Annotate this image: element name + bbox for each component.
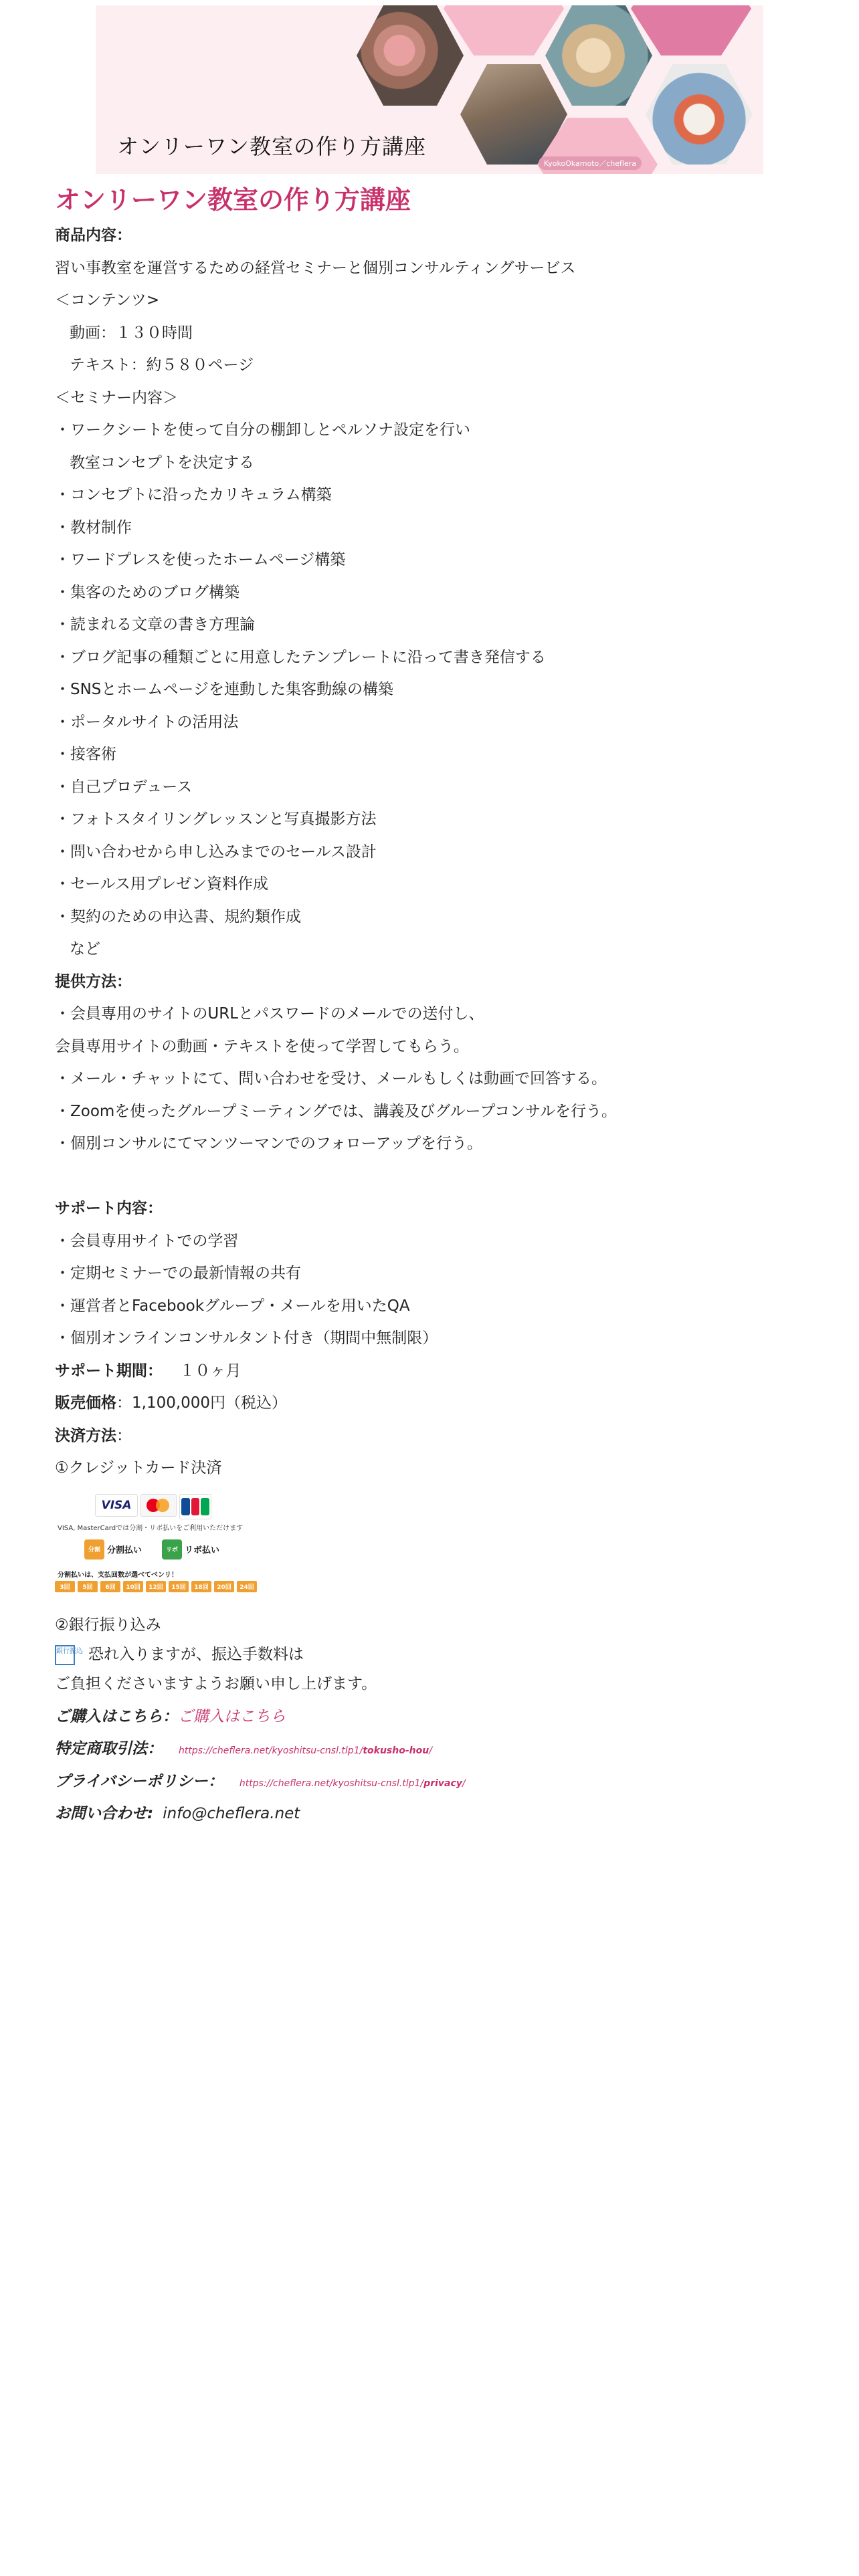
credit-card-image bbox=[55, 1485, 269, 1605]
installment-counts bbox=[55, 1581, 257, 1592]
purchase-label: ご購入はこちら： bbox=[55, 1707, 178, 1725]
jcb-logo bbox=[179, 1494, 211, 1519]
support-item: ・定期セミナーでの最新情報の共有 bbox=[55, 1265, 301, 1282]
delivery-label: 提供方法： bbox=[55, 972, 132, 990]
purchase-row bbox=[55, 1701, 804, 1733]
seminar-item: など bbox=[70, 940, 100, 958]
bank-note-2: ご負担くださいますようお願い申し上げます。 bbox=[55, 1675, 377, 1693]
privacy-row bbox=[55, 1765, 804, 1798]
installment-count-note: 分割払いは、支払回数が選べてベンリ！ bbox=[58, 1571, 178, 1579]
support-period-value: １０ヶ月 bbox=[179, 1362, 242, 1380]
price-label: 販売価格 bbox=[55, 1394, 116, 1412]
count-chip: 10回 bbox=[123, 1581, 143, 1592]
support-item: ・運営者とFacebookグループ・メールを用いたQA bbox=[55, 1297, 410, 1315]
payment-row bbox=[55, 1420, 804, 1453]
cookware-photo bbox=[646, 64, 753, 165]
installment-icon: 分割 bbox=[84, 1539, 104, 1560]
seminar-item: ・契約のための申込書、規約類作成 bbox=[55, 907, 301, 926]
privacy-link[interactable] bbox=[240, 1778, 466, 1789]
seminar-item: ・セールス用プレゼン資料作成 bbox=[55, 875, 269, 893]
pink-hexagon bbox=[444, 5, 564, 56]
seminar-item: ・接客術 bbox=[55, 746, 116, 763]
spacer bbox=[55, 1160, 804, 1193]
contact-row bbox=[55, 1798, 804, 1830]
count-chip: 20回 bbox=[214, 1581, 234, 1592]
seminar-item: 教室コンセプトを決定する bbox=[70, 453, 254, 471]
seminar-item: ・問い合わせから申し込みまでのセールス設計 bbox=[55, 843, 377, 861]
installment-badge bbox=[84, 1539, 142, 1560]
seminar-item: ・ワードプレスを使ったホームページ構築 bbox=[55, 551, 346, 568]
privacy-url-prefix: https://cheflera.net/kyoshitsu-cnsl.tlp1/ bbox=[239, 1778, 424, 1789]
count-chip: 6回 bbox=[100, 1581, 120, 1592]
seminar-item: ・SNSとホームページを連動した集客動線の構築 bbox=[55, 681, 393, 698]
tokusho-url-bold: tokusho-hou bbox=[363, 1745, 430, 1756]
seminar-item: ・ワークシートを使って自分の棚卸しとペルソナ設定を行い bbox=[55, 421, 470, 439]
count-chip: 3回 bbox=[55, 1581, 75, 1592]
seminar-item: ・ポータルサイトの活用法 bbox=[55, 713, 239, 731]
tokusho-label: 特定商取引法： bbox=[55, 1740, 163, 1757]
visa-logo: VISA bbox=[95, 1494, 138, 1517]
revolving-icon: リボ bbox=[162, 1539, 182, 1560]
seminar-item: ・読まれる文章の書き方理論 bbox=[55, 616, 255, 633]
mastercard-logo bbox=[140, 1494, 177, 1517]
support-period-label: サポート期間： bbox=[55, 1362, 163, 1380]
product-description: 習い事教室を運営するための経営セミナーと個別コンサルティングサービス bbox=[55, 259, 576, 277]
contact-email[interactable]: info@cheflera.net bbox=[163, 1805, 300, 1822]
support-period bbox=[55, 1355, 804, 1388]
seminar-item: ・フォトスタイリングレッスンと写真撮影方法 bbox=[55, 811, 377, 828]
count-chip: 24回 bbox=[237, 1581, 257, 1592]
count-chip: 5回 bbox=[78, 1581, 98, 1592]
purchase-link[interactable]: ご購入はこちら bbox=[178, 1707, 286, 1725]
count-chip: 18回 bbox=[191, 1581, 211, 1592]
support-label: サポート内容： bbox=[55, 1200, 163, 1217]
seminar-item: ・集客のためのブログ構築 bbox=[55, 583, 240, 601]
privacy-url-bold: privacy bbox=[423, 1778, 462, 1789]
header-banner bbox=[96, 5, 763, 174]
support-item: ・会員専用サイトでの学習 bbox=[55, 1232, 239, 1250]
revolving-badge bbox=[162, 1539, 219, 1560]
delivery-item: ・会員専用のサイトのURLとパスワードのメールでの送付し、 bbox=[55, 1005, 484, 1023]
count-chip: 12回 bbox=[146, 1581, 166, 1592]
flowers-photo bbox=[357, 5, 464, 106]
support-item: ・個別オンラインコンサルタント付き（期間中無制限） bbox=[55, 1329, 438, 1347]
seminar-header: ＜セミナー内容＞ bbox=[55, 389, 178, 407]
tokusho-row bbox=[55, 1733, 804, 1765]
delivery-item: ・個別コンサルにてマンツーマンでのフォローアップを行う。 bbox=[55, 1135, 482, 1152]
payment-label-suffix: ： bbox=[116, 1426, 132, 1444]
main-content bbox=[55, 181, 804, 1830]
rose-hexagon bbox=[631, 5, 751, 56]
privacy-label: プライバシーポリシー： bbox=[55, 1772, 223, 1790]
bagels-photo bbox=[545, 5, 652, 106]
delivery-item: 会員専用サイトの動画・テキストを使って学習してもらう。 bbox=[55, 1037, 469, 1055]
page-title: オンリーワン教室の作り方講座 bbox=[55, 185, 411, 215]
contents-header: ＜コンテンツ> bbox=[55, 292, 160, 309]
bank-transfer-icon: 銀行振込 bbox=[55, 1645, 75, 1665]
count-chip: 15回 bbox=[169, 1581, 189, 1592]
seminar-item: ・教材制作 bbox=[55, 518, 132, 536]
banner-title: オンリーワン教室の作り方講座 bbox=[117, 134, 427, 159]
bank-transfer-label: ②銀行振り込み bbox=[55, 1616, 161, 1634]
privacy-url-suffix: / bbox=[462, 1778, 466, 1789]
contents-item: 動画：１３０時間 bbox=[70, 324, 193, 342]
delivery-item: ・メール・チャットにて、問い合わせを受け、メールもしくは動画で回答する。 bbox=[55, 1070, 607, 1087]
tokusho-link[interactable] bbox=[179, 1745, 432, 1756]
contents-item: テキスト：約５８０ページ bbox=[70, 356, 254, 374]
seminar-item: ・ブログ記事の種類ごとに用意したテンプレートに沿って書き発信する bbox=[55, 648, 546, 666]
revolving-label: リボ払い bbox=[185, 1545, 220, 1555]
banner-credit: KyokoOkamoto／cheflera bbox=[539, 156, 642, 170]
seminar-item: ・コンセプトに沿ったカリキュラム構築 bbox=[55, 486, 332, 504]
delivery-item: ・Zoomを使ったグループミーティングでは、講義及びグループコンサルを行う。 bbox=[55, 1102, 617, 1120]
price-row bbox=[55, 1387, 804, 1420]
credit-card-label: ①クレジットカード決済 bbox=[55, 1459, 222, 1477]
tokusho-url-prefix: https://cheflera.net/kyoshitsu-cnsl.tlp1/ bbox=[179, 1745, 363, 1756]
installment-label: 分割払い bbox=[107, 1545, 142, 1555]
payment-label: 決済方法 bbox=[55, 1426, 116, 1444]
product-label: 商品内容： bbox=[55, 227, 132, 244]
contact-label: お問い合わせ: bbox=[55, 1805, 154, 1822]
seminar-item: ・自己プロデュース bbox=[55, 778, 193, 796]
price-value: ：1,100,000円（税込） bbox=[116, 1394, 288, 1412]
card-note: VISA, MasterCardでは分割・リボ払いをご利用いただけます bbox=[58, 1524, 244, 1532]
bank-note-row bbox=[55, 1641, 804, 1668]
bank-note: 恐れ入りますが、振込手数料は bbox=[88, 1646, 304, 1663]
tokusho-url-suffix: / bbox=[429, 1745, 432, 1756]
